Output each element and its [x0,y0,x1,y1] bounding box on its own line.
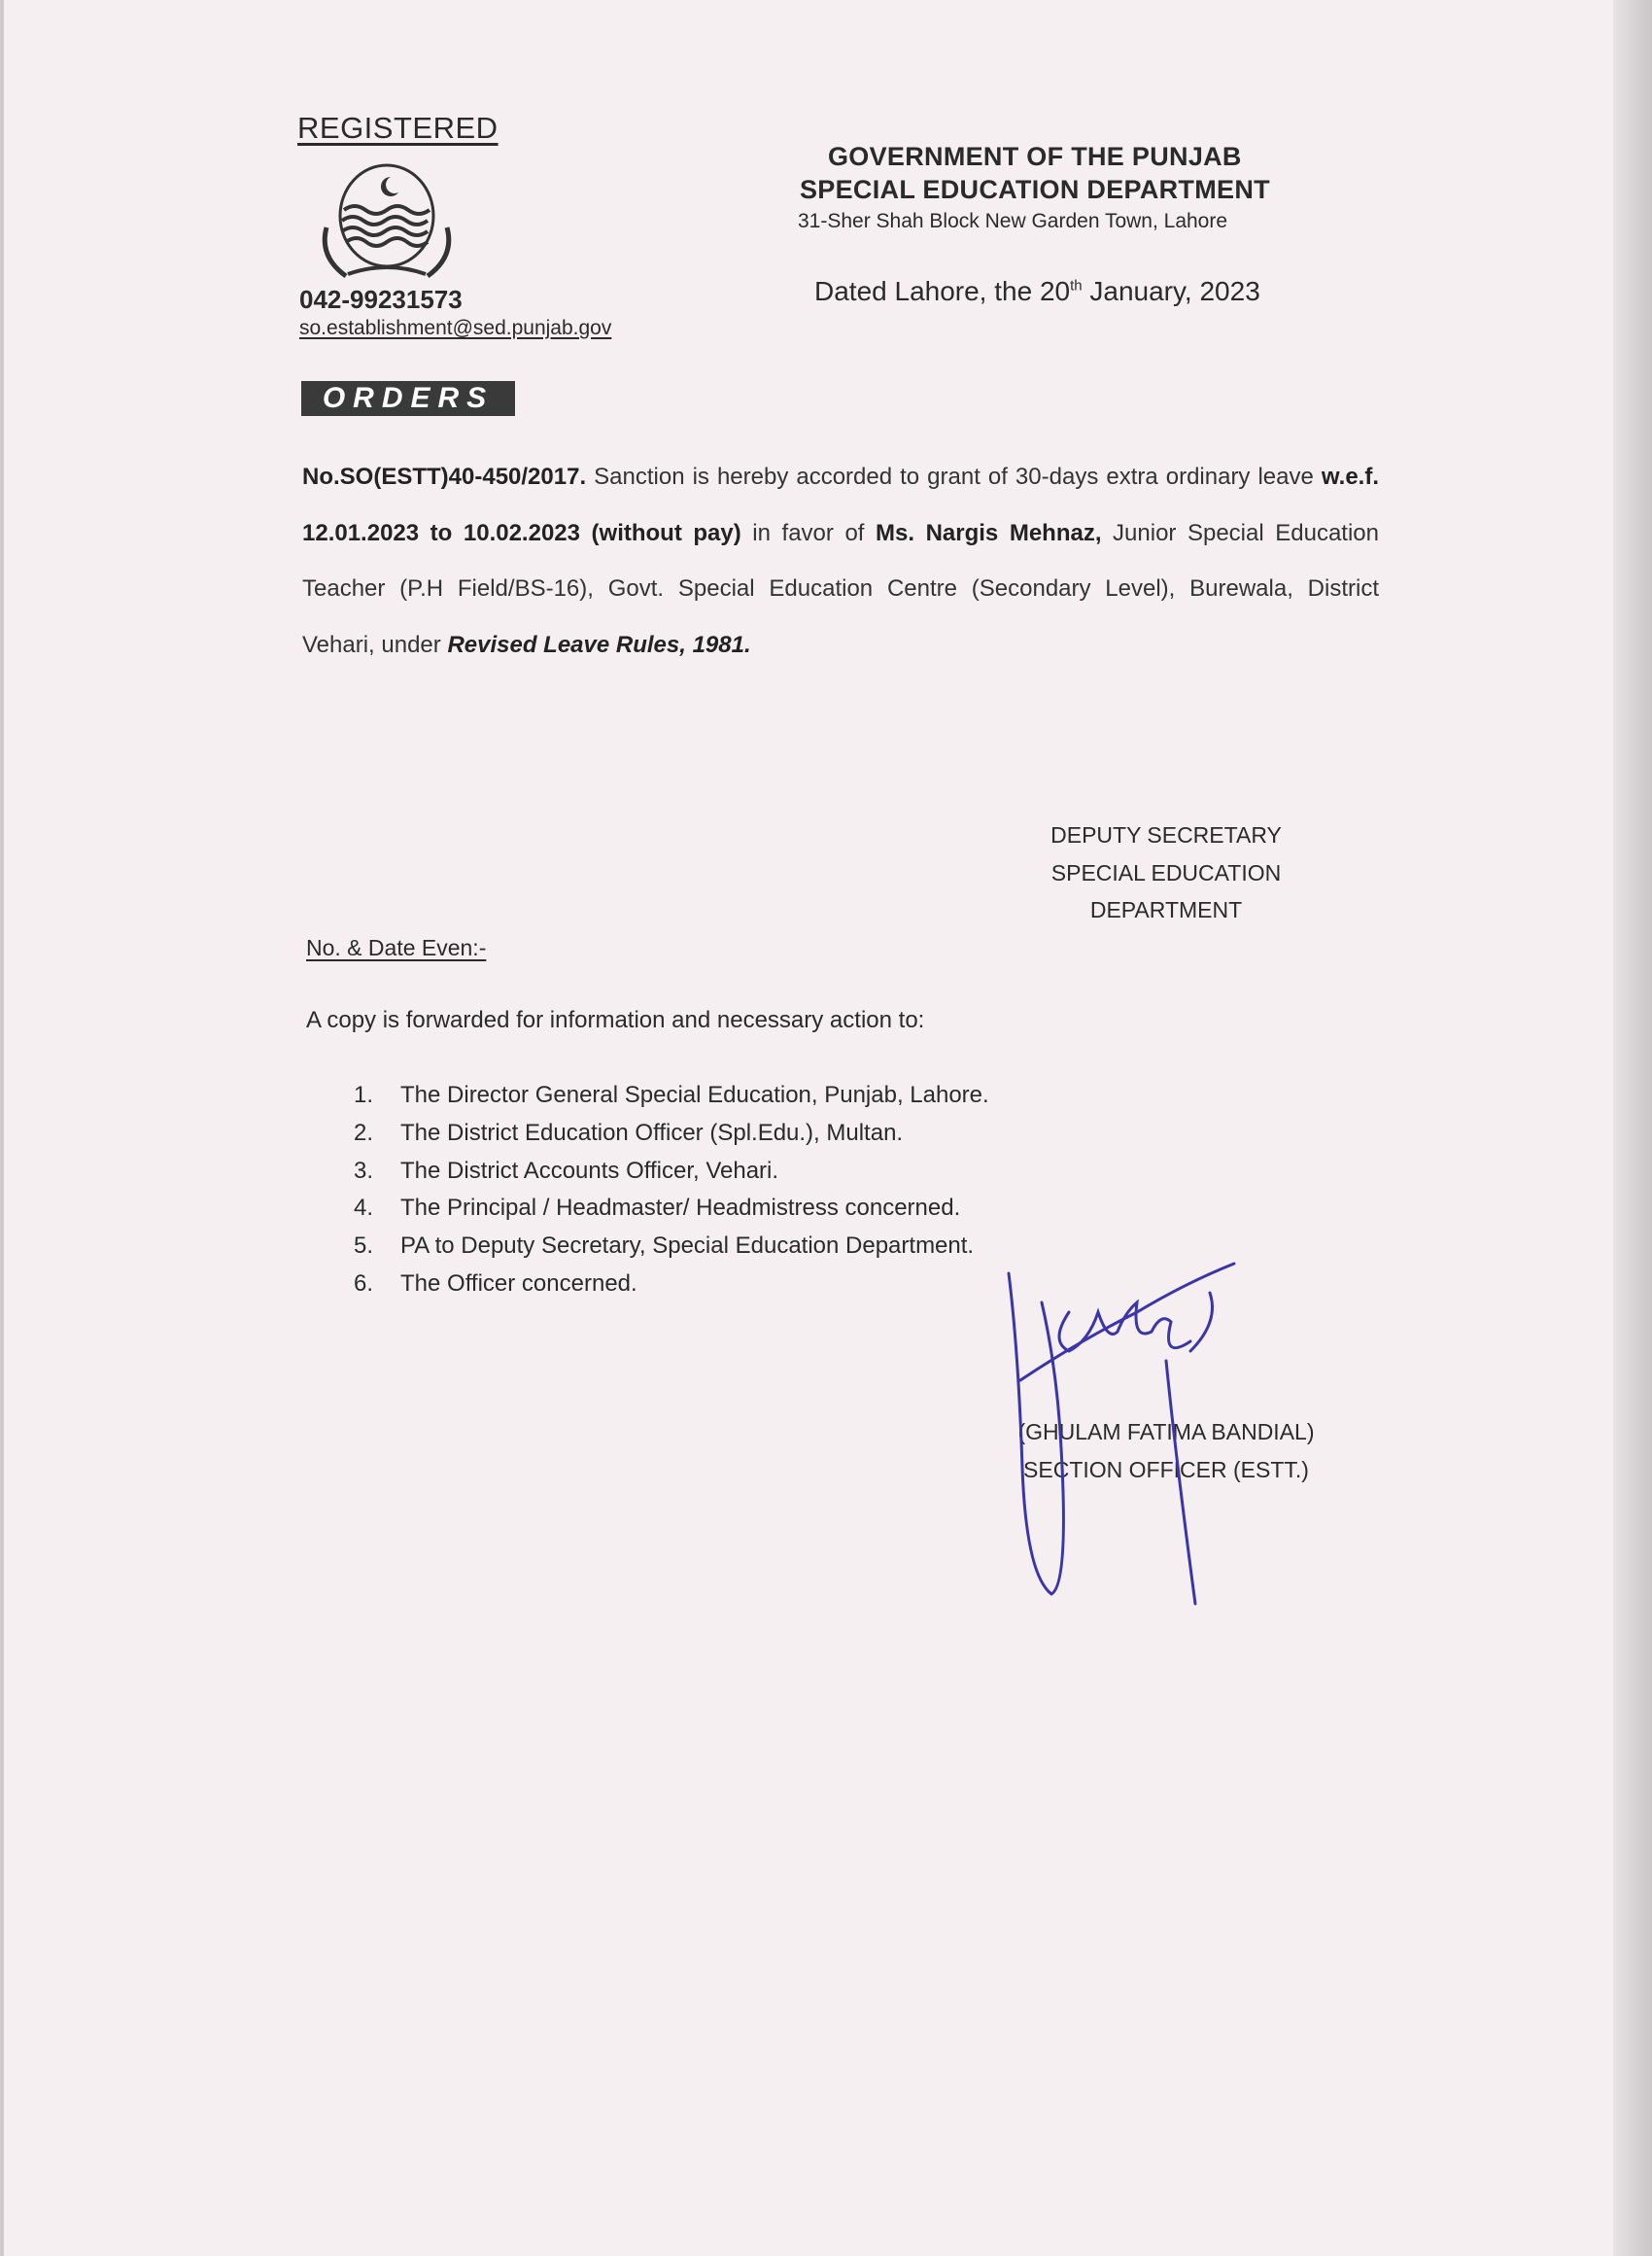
deputy-line: DEPARTMENT [1089,897,1243,922]
signatory-name: (GHULAM FATIMA BANDIAL) [1017,1419,1315,1444]
government-heading: GOVERNMENT OF THE PUNJAB [828,142,1242,171]
order-text-2: in favor of [740,519,877,546]
deputy-line: SPECIAL EDUCATION [1050,859,1282,885]
list-item [354,1190,989,1228]
punjab-seal-logo [309,159,465,286]
item-text: PA to Deputy Secretary, Special Education Department. [400,1232,975,1260]
registered-label: REGISTERED [297,111,499,145]
item-text: The Officer concerned. [400,1269,637,1297]
dated-month-year: January, 2023 [1082,276,1260,306]
dated-line [814,276,1260,307]
item-number: 4. [354,1195,374,1222]
dated-suffix-sup: th [1070,277,1083,295]
item-text: The District Education Officer (Spl.Edu.), Multan. [400,1119,904,1146]
order-number: No.SO(ESTT)40-450/2017. [302,464,587,490]
deputy-secretary-block [1011,816,1322,929]
item-text: The District Accounts Officer, Vehari. [400,1157,779,1184]
dated-prefix: Dated Lahore, the 20 [814,276,1071,306]
scan-edge-left [0,0,4,2256]
item-number: 5. [354,1232,374,1260]
item-text: The Principal / Headmaster/ Headmistress concerned. [400,1195,961,1222]
item-number: 6. [354,1269,374,1297]
department-heading: SPECIAL EDUCATION DEPARTMENT [800,175,1270,204]
no-date-even-label: No. & Date Even:- [306,935,487,960]
list-item [354,1266,989,1303]
phone-number: 042-99231573 [299,285,463,314]
order-text-3: Junior Special Education Teacher (P.H Field/BS-16), Govt. Special Education Centre (Secondary Level), Burewala, District Vehari, under [302,519,1379,658]
item-number: 3. [354,1157,374,1184]
recipient-list [354,1077,989,1303]
handwritten-signature [1001,1225,1263,1614]
department-address: 31-Sher Shah Block New Garden Town, Lahore [798,210,1228,232]
order-paragraph [302,449,1379,673]
scan-edge-right [1613,0,1652,2256]
leave-period: w.e.f. 12.01.2023 to 10.02.2023 (without pay) [302,464,1379,546]
orders-banner: ORDERS [301,381,515,416]
list-item [354,1115,989,1153]
list-item [354,1153,989,1191]
deputy-line: DEPUTY SECRETARY [1050,822,1282,848]
signatory-title: SECTION OFFICER (ESTT.) [1023,1457,1309,1482]
employee-name: Ms. Nargis Mehnaz, [876,519,1102,546]
list-item [354,1228,989,1266]
email-address[interactable]: so.establishment@sed.punjab.gov [299,317,612,339]
leave-rules: Revised Leave Rules, 1981. [447,631,751,658]
copy-forwarded-text: A copy is forwarded for information and necessary action to: [306,1007,925,1033]
order-text-1: Sanction is hereby accorded to grant of 30-days extra ordinary leave [586,464,1322,490]
item-number: 1. [354,1082,374,1108]
list-item [354,1077,989,1115]
item-text: The Director General Special Education, Punjab, Lahore. [400,1082,989,1108]
item-number: 2. [354,1119,374,1146]
